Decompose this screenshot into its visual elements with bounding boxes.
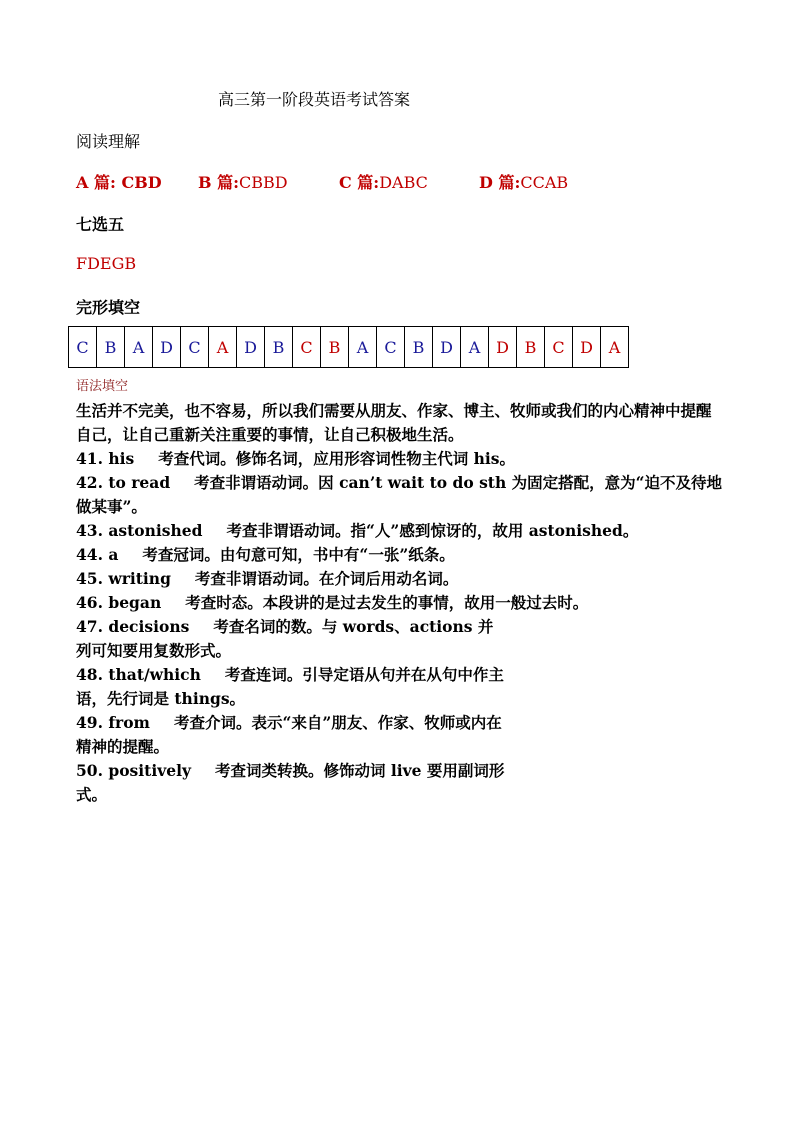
- cloze-answer-cell: B: [97, 327, 125, 368]
- grammar-item-note: 考查词类转换。修饰动词 live 要用副词形式。: [76, 761, 505, 804]
- cloze-answer-cell: D: [153, 327, 181, 368]
- grammar-item: [76, 591, 726, 615]
- grammar-item-note: 考查名词的数。与 words、actions 并列可知要用复数形式。: [76, 617, 494, 660]
- grammar-item-answer: 49. from: [76, 713, 150, 732]
- cloze-answer-cell: A: [601, 327, 629, 368]
- grammar-item-note: 考查代词。修饰名词，应用形容词性物主代词 his。: [158, 449, 516, 468]
- grammar-item: [76, 663, 506, 711]
- grammar-item-note: 考查连词。引导定语从句并在从句中作主语，先行词是 things。: [76, 665, 504, 708]
- cloze-answer-cell: D: [573, 327, 601, 368]
- grammar-item-note: 考查冠词。由句意可知，书中有“一张”纸条。: [142, 545, 455, 564]
- cloze-answer-cell: C: [69, 327, 97, 368]
- cloze-answer-cell: C: [181, 327, 209, 368]
- cloze-answer-cell: C: [293, 327, 321, 368]
- grammar-item-answer: 47. decisions: [76, 617, 190, 636]
- reading-part-b: B 篇:CBBD: [198, 173, 288, 192]
- cloze-answer-cell: D: [237, 327, 265, 368]
- reading-part-d: D 篇:CCAB: [479, 173, 569, 192]
- grammar-section: [76, 399, 726, 807]
- cloze-answer-cell: B: [265, 327, 293, 368]
- reading-part-a: A 篇: CBD: [76, 173, 162, 192]
- grammar-item-answer: 42. to read: [76, 473, 171, 492]
- cloze-answer-cell: A: [349, 327, 377, 368]
- grammar-item-answer: 50. positively: [76, 761, 191, 780]
- cloze-answer-cell: B: [517, 327, 545, 368]
- cloze-answer-table: [68, 326, 629, 368]
- reading-heading: 阅读理解: [76, 132, 141, 151]
- grammar-item: [76, 615, 506, 663]
- grammar-item: [76, 447, 726, 471]
- cloze-answer-cell: B: [405, 327, 433, 368]
- cloze-answer-cell: C: [377, 327, 405, 368]
- grammar-item: [76, 543, 726, 567]
- seven-five-heading: 七选五: [76, 215, 125, 234]
- grammar-item-answer: 43. astonished: [76, 521, 203, 540]
- grammar-item-note: 考查非谓语动词。在介词后用动名词。: [194, 569, 459, 588]
- cloze-heading: 完形填空: [76, 298, 141, 317]
- grammar-heading: 语法填空: [76, 379, 129, 394]
- cloze-answer-cell: D: [489, 327, 517, 368]
- cloze-answer-cell: A: [125, 327, 153, 368]
- grammar-item-note: 考查非谓语动词。因 can’t wait to do sth 为固定搭配，意为“迫不及待地做某事”。: [76, 473, 723, 516]
- cloze-answer-cell: A: [209, 327, 237, 368]
- seven-five-answers: FDEGB: [76, 254, 137, 273]
- grammar-item-answer: 44. a: [76, 545, 119, 564]
- grammar-items: [76, 447, 726, 807]
- grammar-item: [76, 471, 726, 519]
- grammar-item-answer: 48. that/which: [76, 665, 201, 684]
- reading-part-c: C 篇:DABC: [339, 173, 428, 192]
- grammar-summary: 生活并不完美，也不容易，所以我们需要从朋友、作家、博主、牧师或我们的内心精神中提醒自己，让自己重新关注重要的事情，让自己积极地生活。: [76, 401, 712, 444]
- grammar-item-note: 考查非谓语动词。指“人”感到惊讶的，故用 astonished。: [226, 521, 639, 540]
- grammar-item-answer: 46. began: [76, 593, 162, 612]
- page-title: 高三第一阶段英语考试答案: [218, 90, 411, 109]
- grammar-item-answer: 41. his: [76, 449, 135, 468]
- grammar-item: [76, 519, 726, 543]
- cloze-answer-row: [69, 327, 629, 368]
- cloze-answer-cell: D: [433, 327, 461, 368]
- grammar-item-answer: 45. writing: [76, 569, 171, 588]
- cloze-answer-cell: B: [321, 327, 349, 368]
- cloze-answer-cell: C: [545, 327, 573, 368]
- grammar-item: [76, 567, 726, 591]
- grammar-item-note: 考查介词。表示“来自”朋友、作家、牧师或内在精神的提醒。: [76, 713, 502, 756]
- grammar-item-note: 考查时态。本段讲的是过去发生的事情，故用一般过去时。: [185, 593, 589, 612]
- cloze-answer-cell: A: [461, 327, 489, 368]
- grammar-item: [76, 759, 506, 807]
- grammar-item: [76, 711, 506, 759]
